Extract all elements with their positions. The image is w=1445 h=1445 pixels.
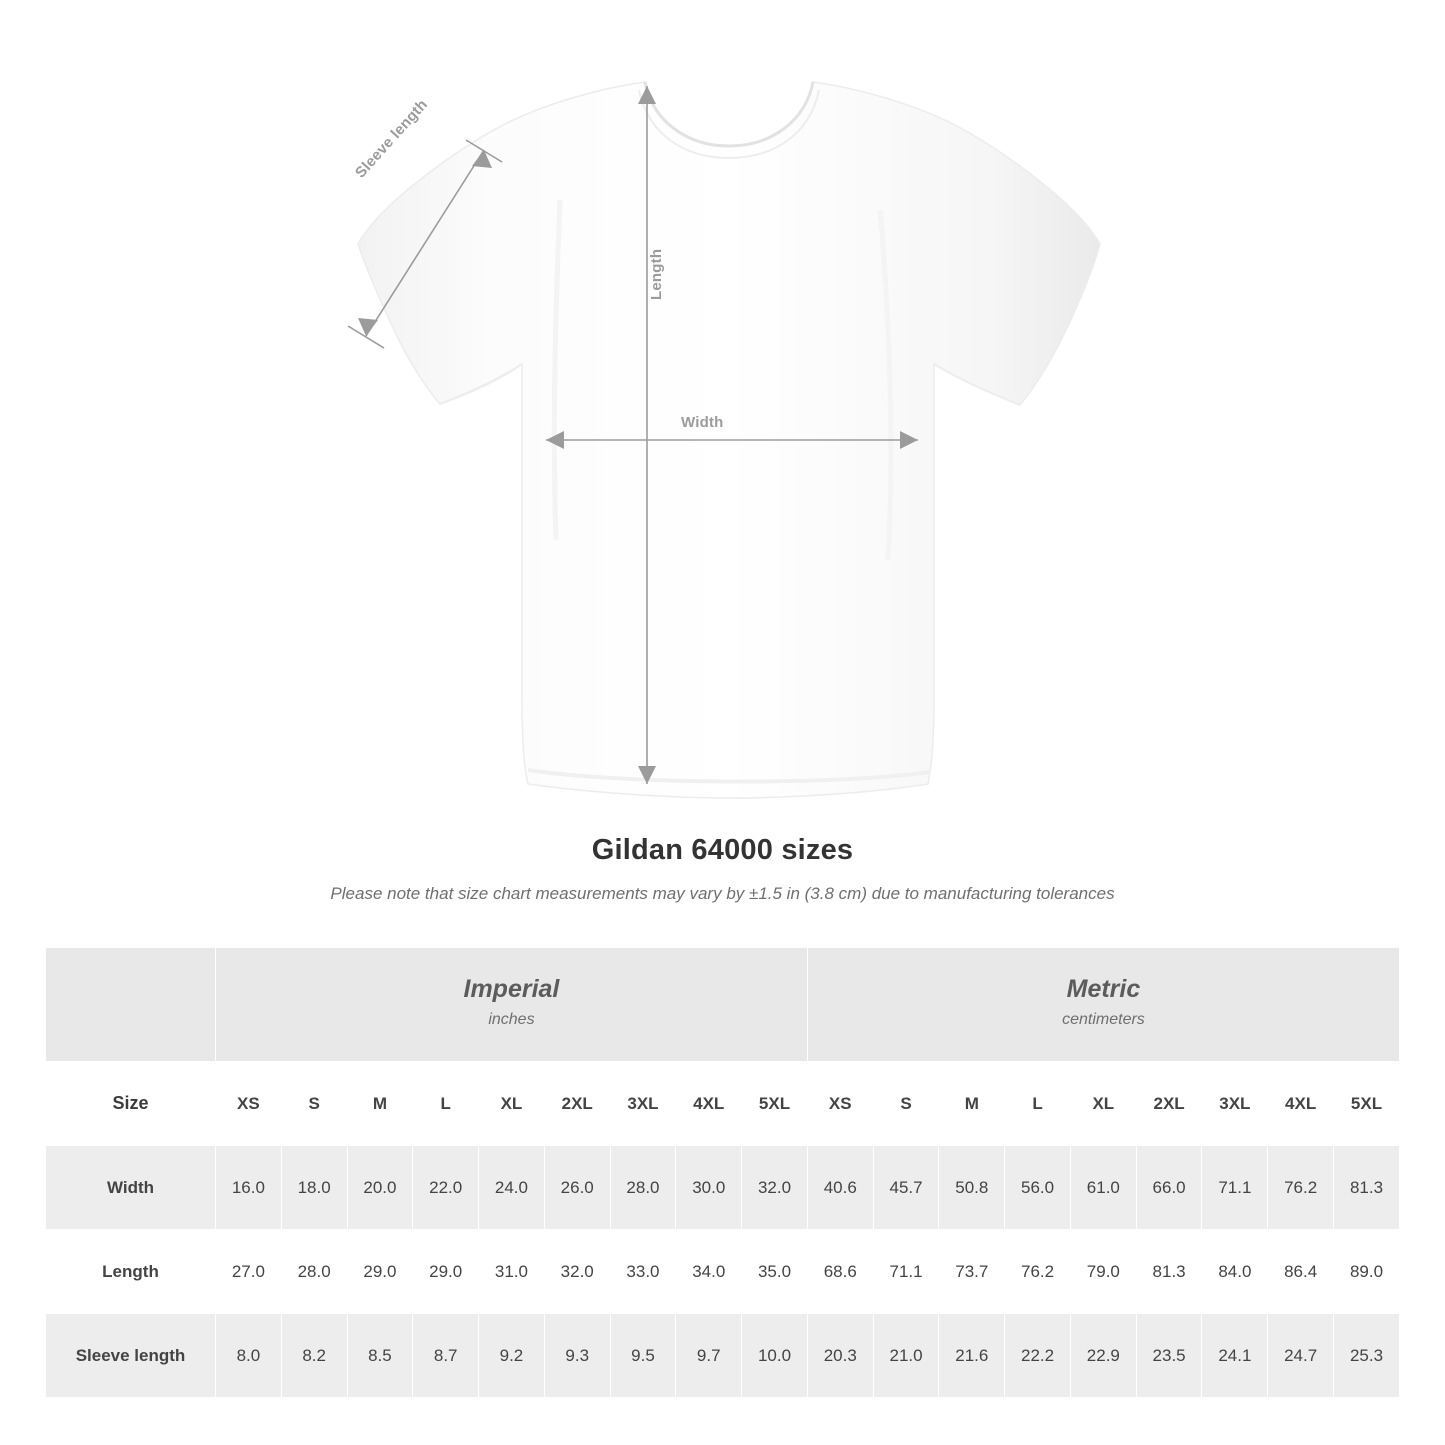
- table-cell: 81.3: [1334, 1146, 1400, 1230]
- size-table-container: [45, 947, 1400, 1398]
- table-cell: 26.0: [544, 1146, 610, 1230]
- size-header-cell: M: [939, 1062, 1005, 1146]
- width-label: Width: [681, 414, 724, 431]
- table-cell: 29.0: [413, 1230, 479, 1314]
- unit-imperial-sub: inches: [488, 1010, 535, 1028]
- table-cell: 50.8: [939, 1146, 1005, 1230]
- table-cell: 73.7: [939, 1230, 1005, 1314]
- unit-metric-name: Metric: [1066, 975, 1141, 1004]
- tolerance-note: Please note that size chart measurements may vary by ±1.5 in (3.8 cm) due to manufacturing tolerances: [330, 884, 1115, 903]
- table-cell: 20.0: [347, 1146, 413, 1230]
- size-header-cell: XS: [216, 1062, 282, 1146]
- table-cell: 28.0: [610, 1146, 676, 1230]
- size-header-cell: 5XL: [1334, 1062, 1400, 1146]
- table-cell: 31.0: [479, 1230, 545, 1314]
- unit-metric-sub: centimeters: [1062, 1010, 1145, 1028]
- table-cell: 21.6: [939, 1314, 1005, 1398]
- table-cell: 86.4: [1268, 1230, 1334, 1314]
- table-cell: 10.0: [742, 1314, 808, 1398]
- size-header-cell: 2XL: [1136, 1062, 1202, 1146]
- size-header-cell: 3XL: [1202, 1062, 1268, 1146]
- row-label-sleeve-length: Sleeve length: [46, 1314, 216, 1398]
- unit-header-spacer: [46, 948, 216, 1062]
- table-cell: 8.0: [216, 1314, 282, 1398]
- table-cell: 34.0: [676, 1230, 742, 1314]
- table-cell: 56.0: [1005, 1146, 1071, 1230]
- row-header-size: Size: [46, 1062, 216, 1146]
- table-cell: 71.1: [873, 1230, 939, 1314]
- unit-header-imperial: [216, 948, 808, 1062]
- table-cell: 32.0: [544, 1230, 610, 1314]
- table-cell: 25.3: [1334, 1314, 1400, 1398]
- table-cell: 71.1: [1202, 1146, 1268, 1230]
- table-cell: 24.1: [1202, 1314, 1268, 1398]
- size-header-cell: 4XL: [1268, 1062, 1334, 1146]
- size-table: [45, 947, 1400, 1398]
- size-header-cell: 2XL: [544, 1062, 610, 1146]
- table-cell: 18.0: [281, 1146, 347, 1230]
- table-cell: 89.0: [1334, 1230, 1400, 1314]
- table-cell: 32.0: [742, 1146, 808, 1230]
- table-cell: 20.3: [807, 1314, 873, 1398]
- table-cell: 29.0: [347, 1230, 413, 1314]
- table-cell: 9.3: [544, 1314, 610, 1398]
- table-cell: 21.0: [873, 1314, 939, 1398]
- table-cell: 84.0: [1202, 1230, 1268, 1314]
- table-cell: 23.5: [1136, 1314, 1202, 1398]
- row-label-width: Width: [46, 1146, 216, 1230]
- table-cell: 35.0: [742, 1230, 808, 1314]
- table-cell: 22.9: [1070, 1314, 1136, 1398]
- page-title: Gildan 64000 sizes: [591, 834, 854, 866]
- table-row: [46, 1314, 1400, 1398]
- size-header-cell: XL: [1070, 1062, 1136, 1146]
- size-header-cell: L: [413, 1062, 479, 1146]
- table-cell: 22.0: [413, 1146, 479, 1230]
- table-cell: 28.0: [281, 1230, 347, 1314]
- table-cell: 8.7: [413, 1314, 479, 1398]
- table-cell: 76.2: [1268, 1146, 1334, 1230]
- table-cell: 45.7: [873, 1146, 939, 1230]
- table-cell: 61.0: [1070, 1146, 1136, 1230]
- size-header-cell: 3XL: [610, 1062, 676, 1146]
- table-cell: 9.2: [479, 1314, 545, 1398]
- table-cell: 81.3: [1136, 1230, 1202, 1314]
- table-cell: 33.0: [610, 1230, 676, 1314]
- length-label: Length: [648, 248, 665, 300]
- table-cell: 9.5: [610, 1314, 676, 1398]
- table-cell: 27.0: [216, 1230, 282, 1314]
- size-header-cell: L: [1005, 1062, 1071, 1146]
- size-header-cell: S: [281, 1062, 347, 1146]
- table-cell: 24.7: [1268, 1314, 1334, 1398]
- unit-imperial-name: Imperial: [463, 975, 560, 1004]
- table-cell: 8.5: [347, 1314, 413, 1398]
- table-cell: 22.2: [1005, 1314, 1071, 1398]
- table-unit-header-row: [46, 948, 1400, 1062]
- table-size-row: [46, 1062, 1400, 1146]
- table-cell: 24.0: [479, 1146, 545, 1230]
- size-header-cell: 5XL: [742, 1062, 808, 1146]
- size-header-cell: S: [873, 1062, 939, 1146]
- table-cell: 9.7: [676, 1314, 742, 1398]
- sleeve-length-label: Sleeve length: [352, 96, 432, 182]
- table-cell: 30.0: [676, 1146, 742, 1230]
- table-cell: 8.2: [281, 1314, 347, 1398]
- size-header-cell: 4XL: [676, 1062, 742, 1146]
- size-header-cell: XL: [479, 1062, 545, 1146]
- table-cell: 16.0: [216, 1146, 282, 1230]
- table-cell: 76.2: [1005, 1230, 1071, 1314]
- table-cell: 40.6: [807, 1146, 873, 1230]
- unit-header-metric: [807, 948, 1399, 1062]
- size-header-cell: M: [347, 1062, 413, 1146]
- table-row: [46, 1146, 1400, 1230]
- table-cell: 79.0: [1070, 1230, 1136, 1314]
- table-row: [46, 1230, 1400, 1314]
- table-cell: 66.0: [1136, 1146, 1202, 1230]
- row-label-length: Length: [46, 1230, 216, 1314]
- table-cell: 68.6: [807, 1230, 873, 1314]
- size-header-cell: XS: [807, 1062, 873, 1146]
